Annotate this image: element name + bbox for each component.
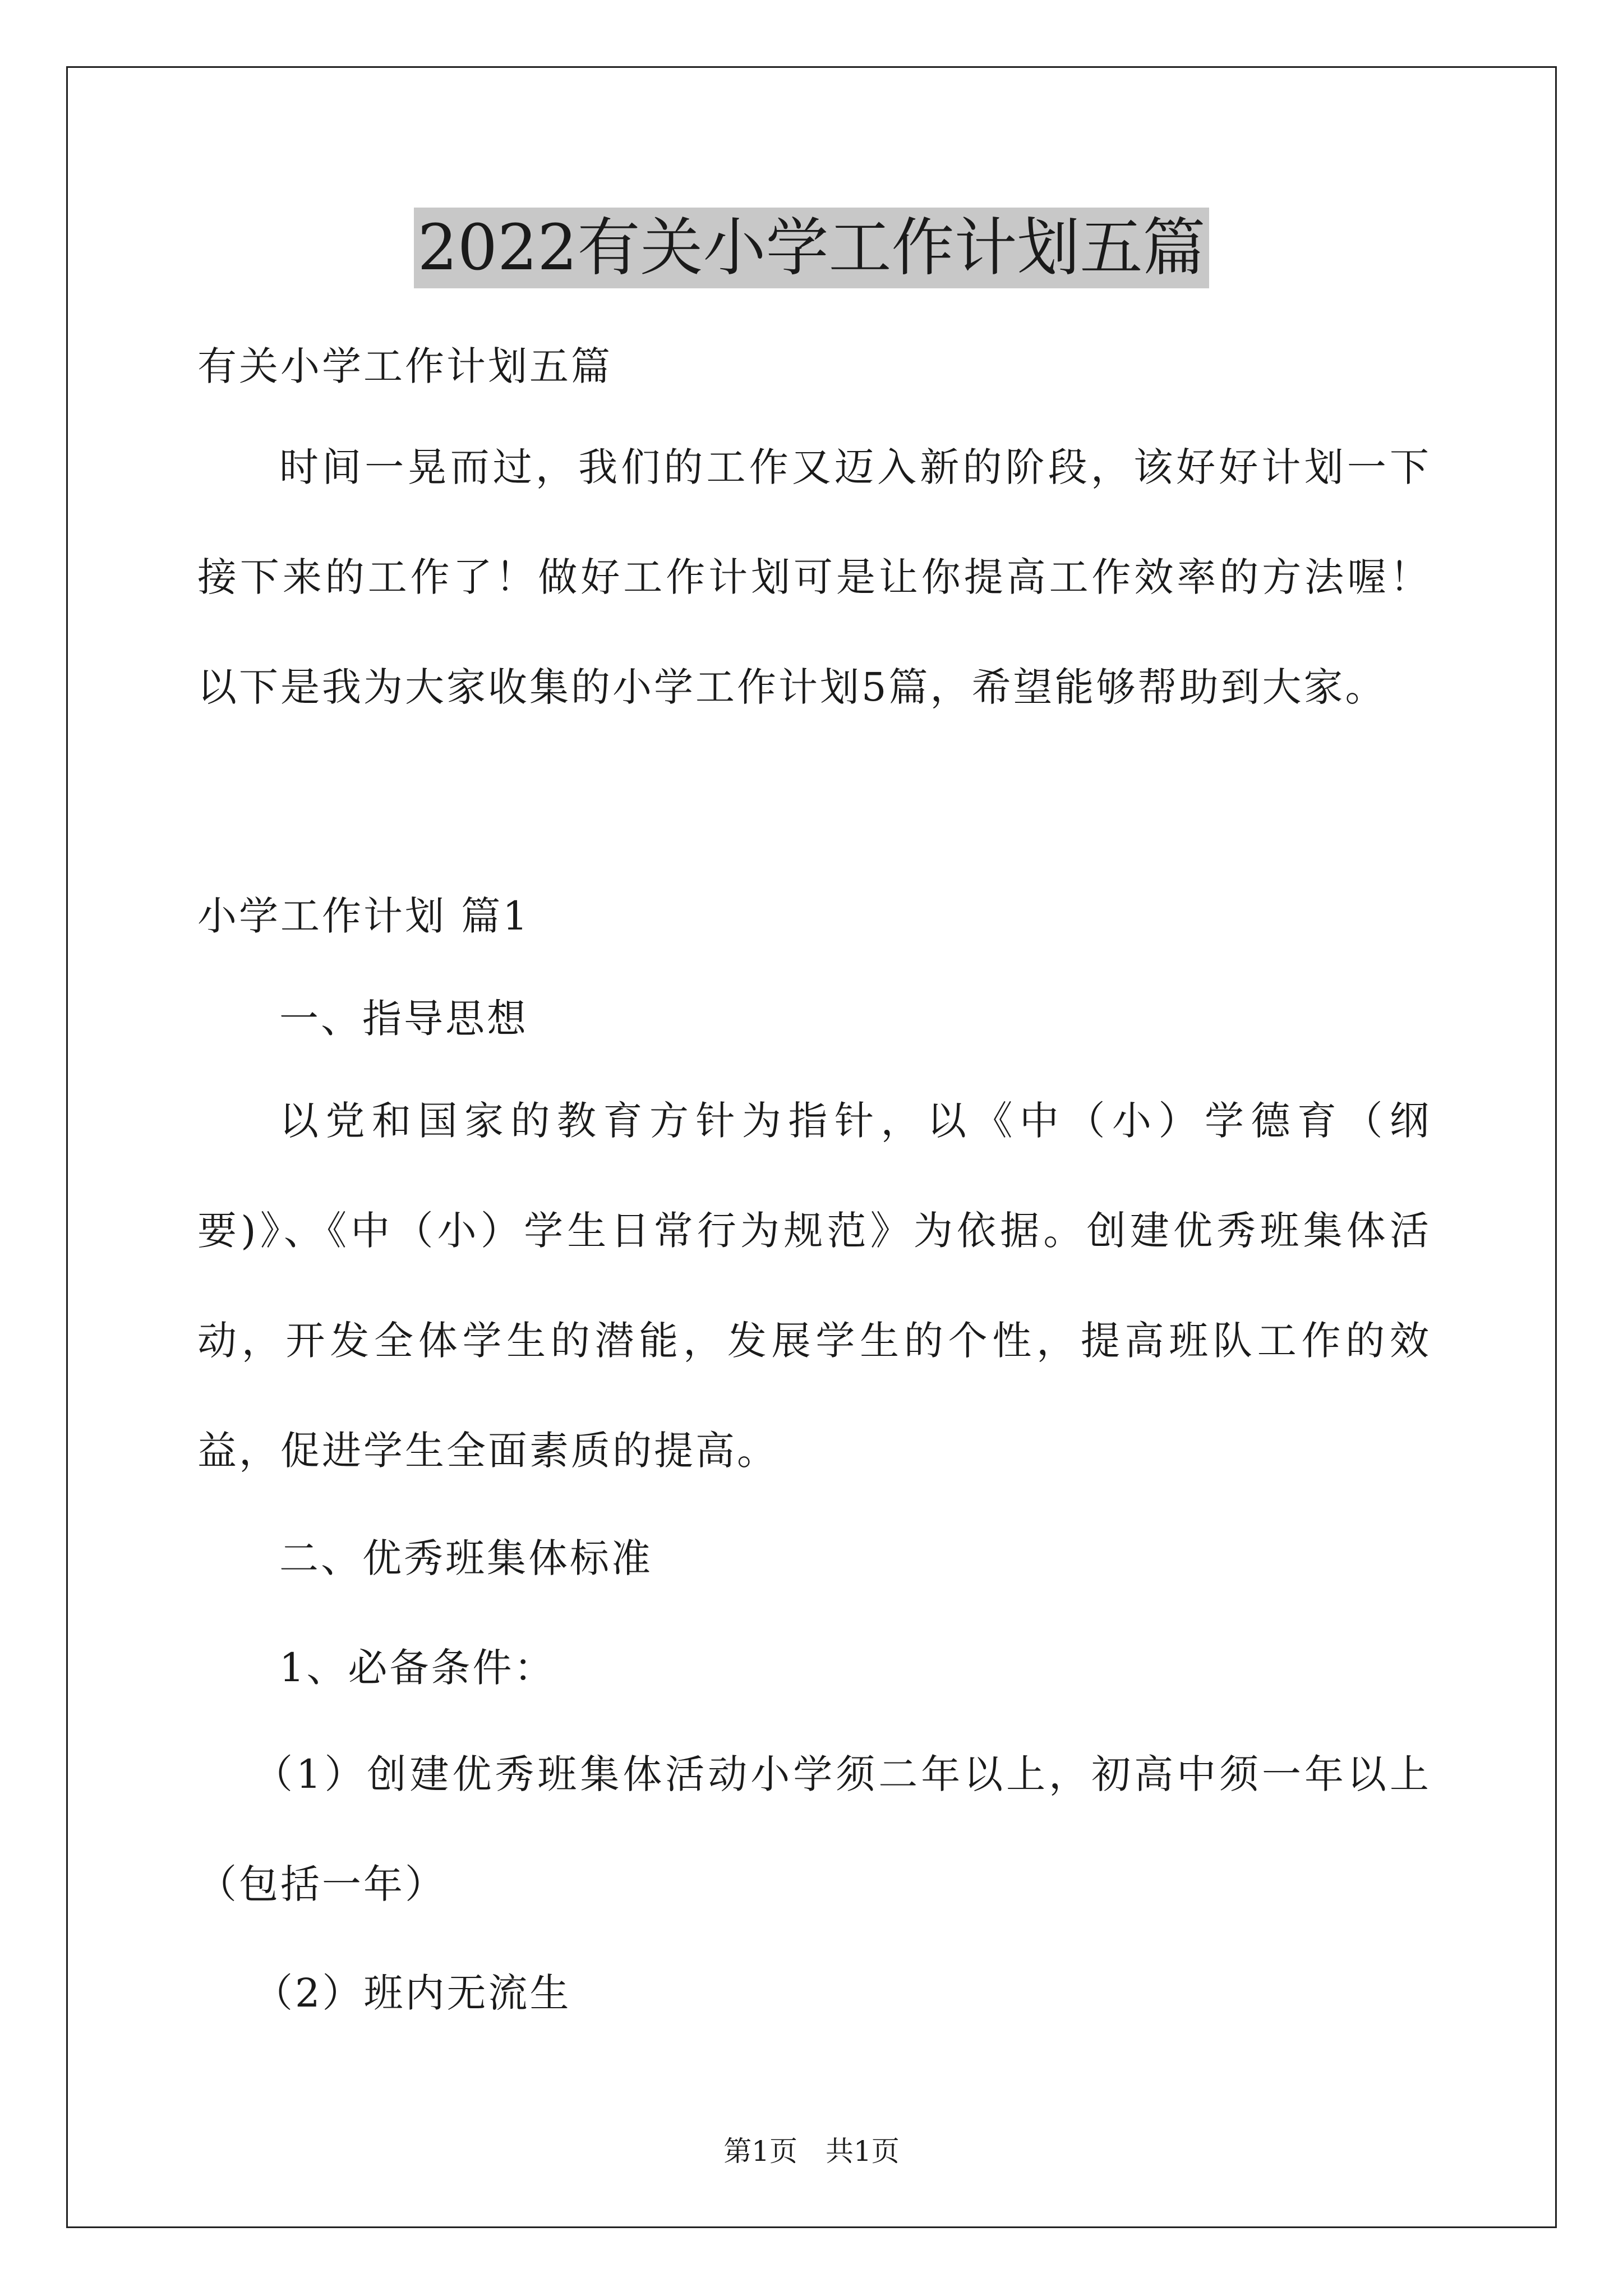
item-condition-1: （1）创建优秀班集体活动小学须二年以上，初高中须一年以上（包括一年） — [197, 1751, 1431, 1907]
document-title: 2022有关小学工作计划五篇 — [414, 208, 1209, 288]
title-container — [0, 208, 1623, 288]
subtitle: 有关小学工作计划五篇 — [197, 343, 612, 389]
guiding-paragraph: 以党和国家的教育方针为指针，以《中（小）学德育（纲要)》、《中（小）学生日常行为规范》为依据。创建优秀班集体活动，开发全体学生的潜能，发展学生的个性，提高班队工作的效益，促进学生全面素质的提高。 — [197, 1098, 1431, 1474]
heading-guiding-thought: 一、指导思想 — [279, 996, 528, 1042]
heading-class-standard: 二、优秀班集体标准 — [279, 1535, 653, 1581]
section-heading: 小学工作计划 篇1 — [197, 893, 530, 939]
item-required-conditions: 1、必备条件： — [279, 1645, 556, 1691]
page-footer: 第1页 共1页 — [723, 2135, 900, 2168]
item-condition-2: （2）班内无流生 — [253, 1970, 571, 2016]
intro-paragraph: 时间一晃而过，我们的工作又迈入新的阶段，该好好计划一下接下来的工作了！做好工作计划可是让你提高工作效率的方法喔！以下是我为大家收集的小学工作计划5篇，希望能够帮助到大家。 — [197, 444, 1431, 710]
